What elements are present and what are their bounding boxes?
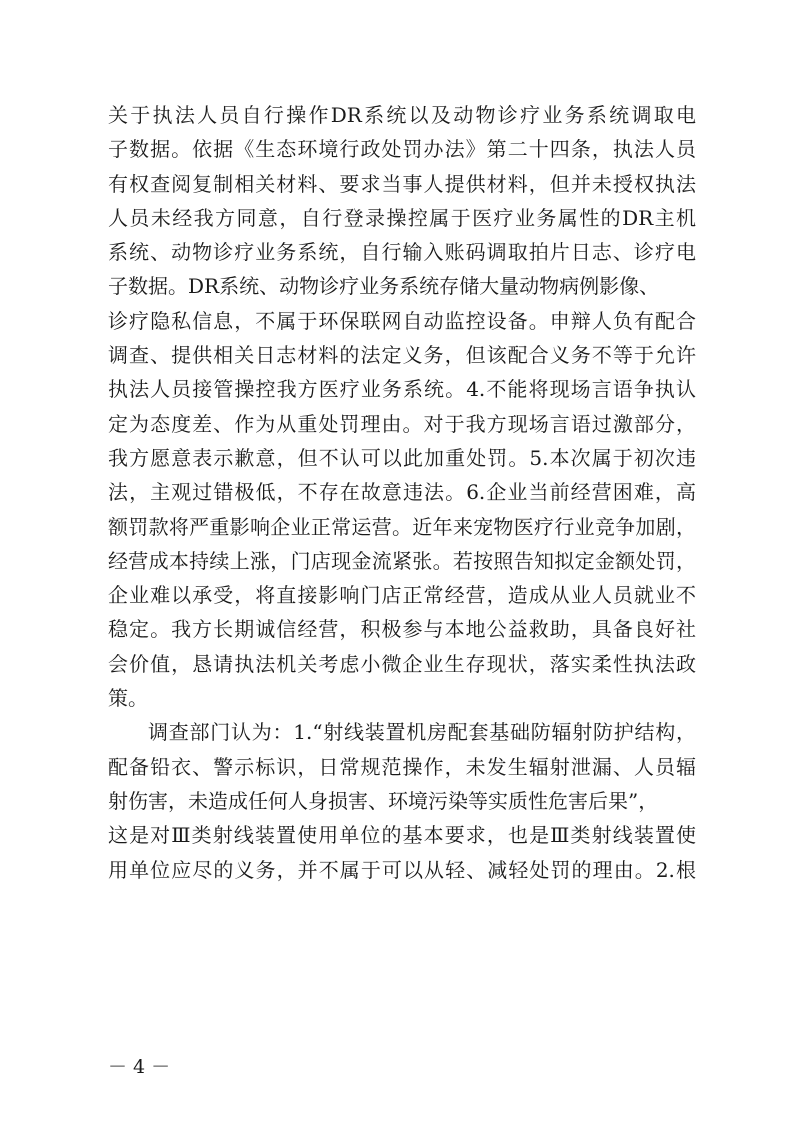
text-line: 配备铅衣、警示标识，日常规范操作，未发生辐射泄漏、人员辐: [108, 754, 696, 779]
text-line: 会价值，恳请执法机关考虑小微企业生存现状，落实柔性执法政: [108, 651, 696, 676]
text-line: 诊疗隐私信息，不属于环保联网自动监控设备。申辩人负有配合: [108, 308, 696, 333]
text-line: 策。: [108, 686, 148, 711]
text-line: 执法人员接管操控我方医疗业务系统。4.不能将现场言语争执认: [108, 377, 696, 402]
page-number: － 4 －: [108, 1056, 171, 1078]
text-line: 子数据。依据《生态环境行政处罚办法》第二十四条，执法人员: [108, 137, 696, 162]
text-line: 稳定。我方长期诚信经营，积极参与本地公益救助，具备良好社: [108, 617, 696, 642]
text-line: 额罚款将严重影响企业正常运营。近年来宠物医疗行业竞争加剧，: [108, 514, 696, 539]
text-line: 定为态度差、作为从重处罚理由。对于我方现场言语过激部分，: [108, 411, 696, 436]
text-line: 射伤害，未造成任何人身损害、环境污染等实质性危害后果”，: [108, 788, 659, 813]
text-line: 有权查阅复制相关材料、要求当事人提供材料，但并未授权执法: [108, 171, 696, 196]
text-line: 调查部门认为：1.“射线装置机房配套基础防辐射防护结构，: [148, 720, 696, 745]
text-line: 人员未经我方同意，自行登录操控属于医疗业务属性的DR主机: [108, 205, 696, 230]
text-line: 调查、提供相关日志材料的法定义务，但该配合义务不等于允许: [108, 343, 696, 368]
body-text: [108, 98, 696, 887]
text-line: 关于执法人员自行操作DR系统以及动物诊疗业务系统调取电: [108, 103, 696, 127]
text-line: 这是对Ⅲ类射线装置使用单位的基本要求，也是Ⅲ类射线装置使: [108, 823, 696, 848]
text-line: 系统、动物诊疗业务系统，自行输入账码调取拍片日志、诊疗电: [108, 240, 696, 265]
text-line: 我方愿意表示歉意，但不认可以此加重处罚。5.本次属于初次违: [108, 445, 696, 470]
text-line: 用单位应尽的义务，并不属于可以从轻、减轻处罚的理由。2.根: [108, 857, 696, 882]
text-line: 子数据。DR系统、动物诊疗业务系统存储大量动物病例影像、: [108, 274, 660, 299]
text-line: 企业难以承受，将直接影响门店正常经营，造成从业人员就业不: [108, 583, 696, 608]
text-line: 法，主观过错极低，不存在故意违法。6.企业当前经营困难，高: [108, 480, 696, 505]
text-line: 经营成本持续上涨，门店现金流紧张。若按照告知拟定金额处罚，: [108, 548, 696, 573]
